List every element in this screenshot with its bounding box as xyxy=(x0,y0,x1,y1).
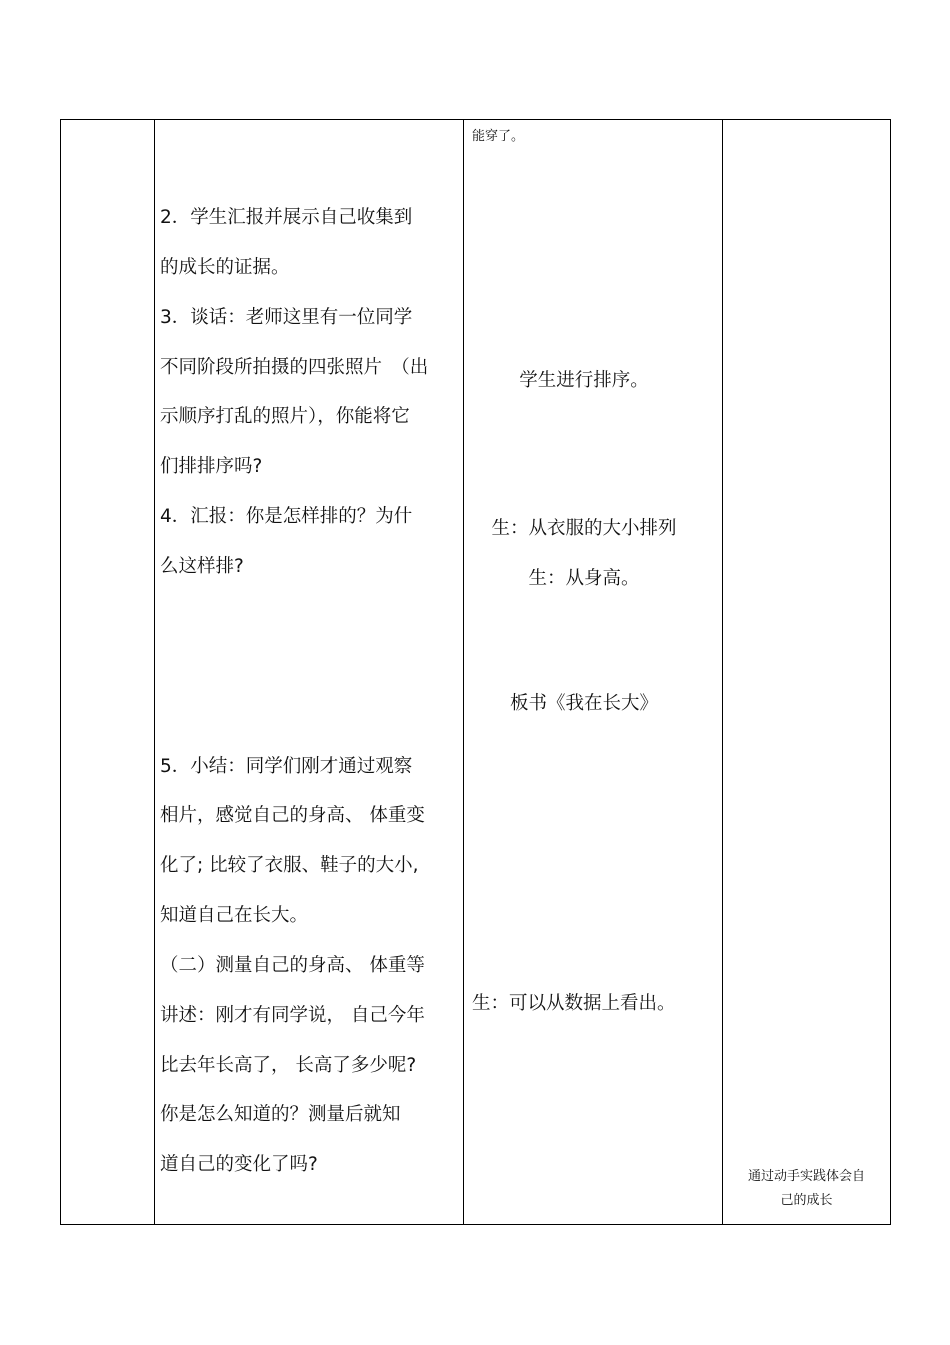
teacher-line: 5．小结：同学们刚才通过观察 xyxy=(160,756,413,777)
column-divider xyxy=(722,120,723,1224)
teacher-line: 的成长的证据。 xyxy=(160,257,290,278)
teacher-line: 道自己的变化了吗? xyxy=(160,1154,318,1175)
teacher-line: 不同阶段所拍摄的四张照片 （出 xyxy=(160,357,429,378)
design-intent-line: 己的成长 xyxy=(780,1193,833,1208)
column-divider xyxy=(463,120,464,1224)
teacher-line: 么这样排? xyxy=(160,556,244,577)
teacher-line: 示顺序打乱的照片），你能将它 xyxy=(160,406,410,427)
teacher-line: 比去年长高了， 长高了多少呢? xyxy=(160,1055,417,1076)
teacher-line: 讲述：刚才有同学说， 自己今年 xyxy=(160,1005,425,1026)
teacher-line: 们排排序吗? xyxy=(160,456,263,477)
student-line: 生：从身高。 xyxy=(528,568,640,589)
teacher-line: 4．汇报：你是怎样排的？为什 xyxy=(160,506,413,527)
column-divider xyxy=(154,120,155,1224)
teacher-line: 3．谈话：老师这里有一位同学 xyxy=(160,307,413,328)
student-line: 板书《我在长大》 xyxy=(509,693,658,714)
design-intent-line: 通过动手实践体会自 xyxy=(747,1169,865,1184)
student-line: 生：可以从数据上看出。 xyxy=(472,993,676,1014)
teacher-line: （二）测量自己的身高、 体重等 xyxy=(160,955,425,976)
student-line: 生：从衣服的大小排列 xyxy=(491,518,677,539)
teacher-line: 相片，感觉自己的身高、 体重变 xyxy=(160,805,425,826)
teacher-line: 你是怎么知道的？测量后就知 xyxy=(160,1104,401,1125)
teacher-line: 2．学生汇报并展示自己收集到 xyxy=(160,207,413,228)
teacher-line: 化了; 比较了衣服、鞋子的大小, xyxy=(160,855,419,876)
student-activity-fragment: 能穿了。 xyxy=(472,129,525,144)
student-line: 学生进行排序。 xyxy=(519,370,649,391)
teacher-line: 知道自己在长大。 xyxy=(160,905,309,926)
